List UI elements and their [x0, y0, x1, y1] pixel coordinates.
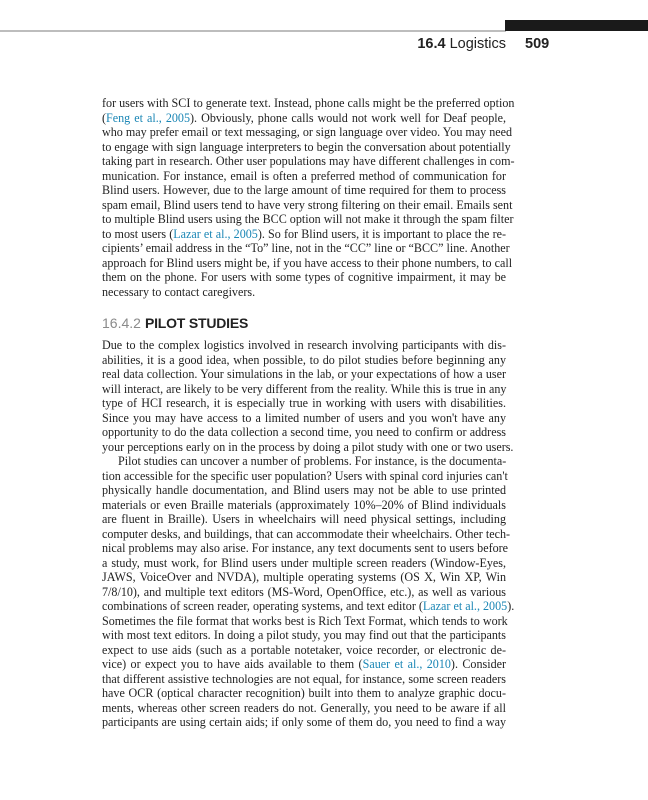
text-span: expect to use aids (such as a portable notetaker, voice recorder, or electronic de- — [102, 642, 506, 657]
text-line — [102, 285, 506, 299]
text-line — [102, 498, 506, 512]
text-line — [102, 454, 506, 468]
header-bar — [505, 20, 648, 31]
text-span: ments, whereas other screen readers do not. Generally, you need to be aware if all — [102, 700, 506, 715]
text-line — [102, 570, 506, 584]
text-line — [102, 483, 506, 497]
text-span: type of HCI research, it is especially true in working with users with disabilities. — [102, 396, 506, 410]
text-line — [102, 614, 506, 628]
text-line — [102, 241, 510, 255]
text-line — [102, 672, 506, 686]
text-span: computer desks, and buildings, that can accommodate their wheelchairs. Other tech- — [102, 526, 511, 541]
text-line — [102, 469, 506, 483]
heading-number: 16.4.2 — [102, 315, 141, 331]
text-span: spam email, Blind users tend to have very strong filtering on their email. Emails sent — [102, 197, 513, 212]
section-number: 16.4 — [417, 36, 446, 52]
citation-link[interactable]: Feng et al., 2005 — [106, 110, 191, 125]
text-span: abilities, it is a good idea, when possible, to do pilot studies before beginning any — [102, 352, 506, 367]
text-span: 7/8/10), and multiple text editors (MS-Word, OpenOffice, etc.), as well as various — [102, 584, 506, 599]
text-line — [102, 526, 511, 541]
text-span: Due to the complex logistics involved in research involving participants with dis- — [102, 338, 506, 352]
text-line — [102, 686, 506, 700]
header-rule — [0, 30, 506, 32]
text-line — [102, 255, 513, 270]
citation-link[interactable]: Lazar et al., 2005 — [173, 226, 258, 241]
text-line — [102, 701, 506, 715]
text-span: Sometimes the file format that works best is Rich Text Format, which tends to work — [102, 613, 508, 628]
running-header — [417, 36, 506, 52]
text-span: have OCR (optical character recognition) built into them to analyze graphic docu- — [102, 686, 506, 700]
text-line — [102, 197, 513, 212]
text-span: to most users ( — [102, 226, 174, 241]
section-heading — [102, 315, 248, 331]
text-span: ). Consider — [450, 657, 507, 671]
text-span: JAWS, VoiceOver and NVDA), multiple operating systems (OS X, Win XP, Win — [102, 570, 506, 584]
text-line — [102, 628, 506, 642]
text-span: Pilot studies can uncover a number of problems. For instance, is the documenta- — [118, 454, 507, 468]
text-span: nical problems may also arise. For instance, any text documents sent to users before — [102, 541, 509, 555]
text-line — [102, 154, 515, 168]
text-span: a study, must work, for Blind users under multiple screen readers (Window-Eyes, — [102, 555, 506, 570]
text-line — [102, 139, 511, 154]
text-span: necessary to contact caregivers. — [102, 284, 256, 299]
text-span: for users with SCI to generate text. Instead, phone calls might be the preferred option — [102, 96, 515, 110]
text-line — [102, 212, 514, 226]
text-line — [102, 425, 506, 439]
text-line — [102, 382, 506, 396]
text-span: ). — [507, 599, 515, 613]
section-title: Logistics — [449, 36, 506, 52]
text-line — [102, 111, 506, 125]
text-line — [102, 396, 506, 410]
text-line — [102, 411, 506, 425]
text-span: who may prefer email or text messaging, or sign language over video. You may need — [102, 125, 513, 139]
text-line — [102, 541, 509, 555]
text-span: ). Obviously, phone calls would not work well for Deaf people, — [190, 110, 506, 125]
text-span: tion accessible for the specific user population? Users with spinal cord injuries can't — [102, 468, 508, 483]
text-span: Since you may have access to a limited number of users and you won't have any — [102, 410, 506, 425]
text-line — [102, 367, 506, 381]
text-line — [102, 125, 513, 139]
text-line — [102, 657, 506, 671]
text-span: physically handle documentation, and Blind users may not be able to use printed — [102, 483, 506, 497]
text-span: munication. For instance, email is often a preferred method of communication for — [102, 168, 506, 183]
text-span: your perceptions early on in the process by doing a pilot study with one or two users. — [102, 439, 514, 454]
text-span: materials or even Braille materials (approximately 10%–20% of Blind individuals — [102, 497, 506, 512]
text-line — [102, 585, 506, 599]
text-line — [102, 338, 506, 352]
text-line — [102, 556, 506, 570]
text-line — [102, 643, 506, 657]
citation-link[interactable]: Sauer et al., 2010 — [362, 657, 451, 671]
text-span: are fluent in Braille). Users in wheelchairs will need physical settings, including — [102, 512, 506, 526]
text-span: participants are using certain aids; if only some of them do, you need to find a way — [102, 715, 506, 729]
text-span: vice) or expect you to have aids available to them ( — [102, 657, 363, 671]
text-span: Blind users. However, due to the large amount of time required for them to process — [102, 183, 506, 197]
text-line — [102, 512, 506, 526]
text-line — [102, 227, 506, 241]
text-span: opportunity to do the data collection a second time, you need to confirm or address — [102, 425, 506, 439]
text-span: them on the phone. For users with some types of cognitive impairment, it may be — [102, 270, 506, 284]
text-span: cipients’ email address in the “To” line, not in the “CC” line or “BCC” line. Another — [102, 241, 510, 255]
text-line — [102, 715, 506, 729]
text-span: combinations of screen reader, operating systems, and text editor ( — [102, 599, 423, 613]
page-number: 509 — [525, 36, 550, 52]
text-line — [102, 96, 515, 110]
text-span: with most text editors. In doing a pilot study, you may find out that the participants — [102, 628, 506, 642]
text-span: to engage with sign language interpreters to begin the conversation about potentially — [102, 139, 511, 154]
citation-link[interactable]: Lazar et al., 2005 — [422, 599, 508, 613]
text-span: ( — [102, 110, 107, 125]
text-span: taking part in research. Other user populations may have different challenges in com- — [102, 154, 515, 168]
text-span: to multiple Blind users using the BCC option will not make it through the spam filter — [102, 212, 514, 226]
text-span: real data collection. Your simulations in the lab, or your expectations of how a user — [102, 367, 506, 381]
text-span: approach for Blind users might be, if you have access to their phone numbers, to call — [102, 255, 513, 270]
heading-title: PILOT STUDIES — [144, 315, 249, 331]
text-line — [102, 183, 506, 197]
text-line — [102, 169, 506, 183]
text-line — [102, 439, 514, 454]
text-line — [102, 599, 515, 613]
text-span: ). So for Blind users, it is important to place the re- — [257, 226, 506, 241]
text-span: that different assistive technologies are not equal, for instance, some screen readers — [102, 671, 506, 686]
text-line — [102, 270, 506, 284]
text-line — [102, 353, 506, 367]
text-span: will interact, are likely to be very different from the reality. While this is true in any — [102, 381, 507, 396]
